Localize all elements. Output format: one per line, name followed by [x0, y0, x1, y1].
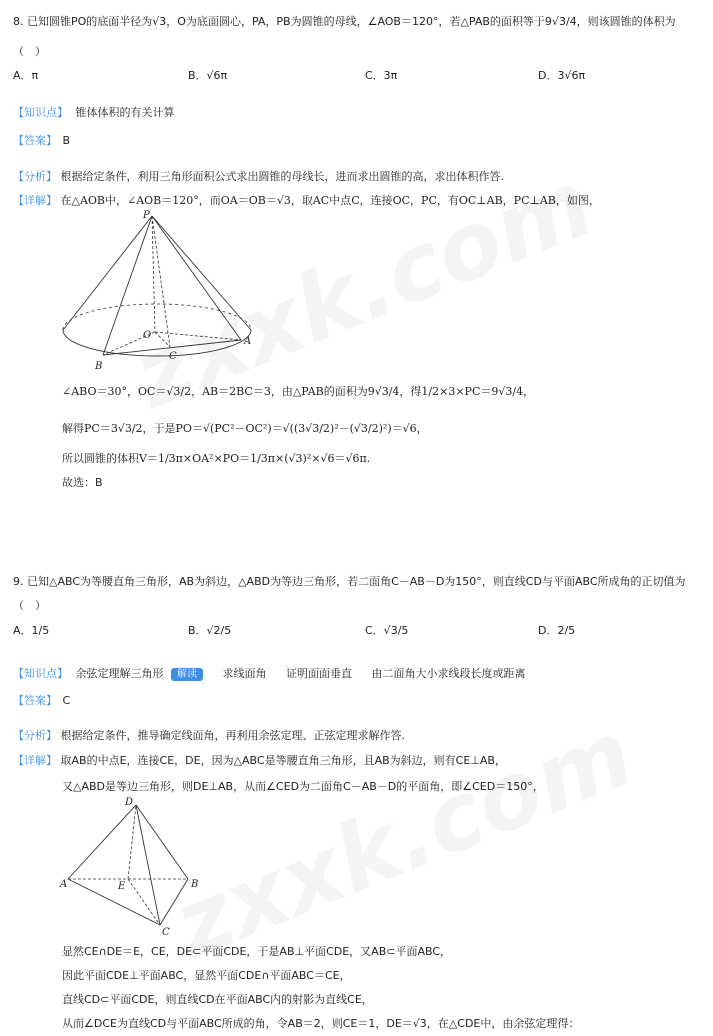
- q9-line4: 因此平面CDE⊥平面ABC，显然平面CDE∩平面ABC＝CE，: [62, 969, 351, 982]
- edge-ad: [68, 805, 136, 879]
- analysis-text: 根据给定条件，推导确定线面角，再利用余弦定理、正弦定理求解作答.: [60, 729, 405, 742]
- label-c: C: [162, 927, 170, 935]
- q9-detail-row: [13, 752, 506, 768]
- q9-line2: 又△ABD是等边三角形，则DE⊥AB，从而∠CED为二面角C－AB－D的平面角，即∠CED＝150°，: [62, 780, 544, 793]
- cone-base-back: [63, 304, 251, 330]
- analysis-tag: 【分析】: [13, 729, 57, 742]
- label-c: C: [169, 351, 177, 362]
- knowledge-item[interactable]: 由二面角大小求线段长度或距离: [371, 667, 526, 680]
- q8-answer-row: [13, 132, 70, 148]
- answer-tag: 【答案】: [13, 694, 57, 707]
- segment-pa: [152, 216, 241, 340]
- label-a: A: [244, 336, 252, 347]
- knowledge-tag: 【知识点】: [13, 106, 68, 119]
- segment-oa: [155, 332, 241, 340]
- edge-bc: [160, 879, 188, 925]
- q8-option-c[interactable]: C．3π: [365, 69, 398, 82]
- knowledge-tag: 【知识点】: [13, 667, 68, 680]
- label-o: O: [143, 330, 152, 341]
- answer-tag: 【答案】: [13, 134, 57, 147]
- q9-analysis-row: [13, 727, 405, 743]
- detail-text: 在△AOB中，∠AOB＝120°，而OA＝OB＝√3，取AC中点C，连接OC，PC，有OC⊥AB，PC⊥AB，如图，: [60, 194, 600, 207]
- label-b: B: [191, 879, 199, 890]
- q8-line4: 所以圆锥的体积V＝1/3π×OA²×PO＝1/3π×(√3)²×√6＝√6π.: [62, 452, 371, 465]
- q8-line3: 解得PC＝3√3/2，于是PO＝√(PC²－OC²)＝√((3√3/2)²－(√3/2)²)＝√6，: [62, 422, 428, 435]
- q9-stem-line1: 9. 已知△ABC为等腰直角三角形，AB为斜边，△ABD为等边三角形，若二面角C－AB－D为150°，则直线CD与平面ABC所成角的正切值为: [13, 575, 686, 588]
- detail-text: 取AB的中点E，连接CE，DE，因为△ABC是等腰直角三角形，且AB为斜边，则有CE⊥AB，: [60, 754, 506, 767]
- cone-figure: [55, 210, 255, 375]
- interpret-badge[interactable]: 解读: [171, 668, 203, 681]
- q8-conclusion: 故选：B: [62, 476, 103, 489]
- label-d: D: [125, 797, 134, 808]
- q9-line3: 显然CE∩DE＝E，CE，DE⊂平面CDE，于是AB⊥平面CDE，又AB⊂平面ABC，: [62, 945, 452, 958]
- q9-option-a[interactable]: A．1/5: [13, 624, 50, 637]
- q8-option-b[interactable]: B．√6π: [188, 69, 228, 82]
- label-e: E: [118, 881, 126, 892]
- q9-knowledge-row: [13, 665, 526, 681]
- answer-value: C: [62, 694, 71, 707]
- q8-option-d[interactable]: D．3√6π: [538, 69, 586, 82]
- label-a: A: [60, 879, 68, 890]
- detail-tag: 【详解】: [13, 194, 57, 207]
- q9-option-b[interactable]: B．√2/5: [188, 624, 232, 637]
- tetrahedron-figure: [58, 795, 208, 935]
- q9-stem-line2: （ ）: [13, 599, 46, 612]
- q8-line2: ∠ABO＝30°，OC＝√3/2，AB＝2BC＝3，由△PAB的面积为9√3/4，得1/2×3×PC＝9√3/4，: [62, 385, 535, 398]
- label-p: P: [143, 210, 150, 221]
- q8-stem-line1: 8. 已知圆锥PO的底面半径为√3，O为底面圆心，PA，PB为圆锥的母线，∠AOB＝120°，若△PAB的面积等于9√3/4，则该圆锥的体积为: [13, 15, 676, 28]
- q8-analysis-row: [13, 168, 504, 184]
- q9-option-d[interactable]: D．2/5: [538, 624, 576, 637]
- knowledge-item[interactable]: 余弦定理解三角形: [75, 667, 164, 680]
- analysis-text: 根据给定条件，利用三角形面积公式求出圆锥的母线长，进而求出圆锥的高，求出体积作答.: [60, 170, 504, 183]
- label-b: B: [95, 361, 103, 372]
- q8-option-a[interactable]: A．π: [13, 69, 39, 82]
- segment-de: [128, 805, 136, 879]
- cone-edge-right: [152, 216, 251, 330]
- cone-edge-left: [63, 216, 152, 330]
- detail-tag: 【详解】: [13, 754, 57, 767]
- q8-detail-row: [13, 192, 600, 208]
- q9-answer-row: [13, 692, 70, 708]
- knowledge-item[interactable]: 求线面角: [222, 667, 267, 680]
- segment-oc: [155, 332, 170, 347]
- q8-stem-line2: （ ）: [13, 45, 46, 58]
- q8-knowledge-row: [13, 104, 175, 120]
- q9-option-c[interactable]: C．√3/5: [365, 624, 409, 637]
- edge-ac: [68, 879, 160, 925]
- answer-value: B: [62, 134, 71, 147]
- q9-line5: 直线CD⊂平面CDE，则直线CD在平面ABC内的射影为直线CE，: [62, 993, 373, 1006]
- knowledge-item[interactable]: 证明面面垂直: [286, 667, 352, 680]
- analysis-tag: 【分析】: [13, 170, 57, 183]
- q9-line6: 从而∠DCE为直线CD与平面ABC所成的角，令AB＝2，则CE＝1，DE＝√3，在△CDE中，由余弦定理得：: [62, 1017, 580, 1030]
- edge-cd: [136, 805, 160, 925]
- knowledge-item[interactable]: 锥体体积的有关计算: [75, 106, 175, 119]
